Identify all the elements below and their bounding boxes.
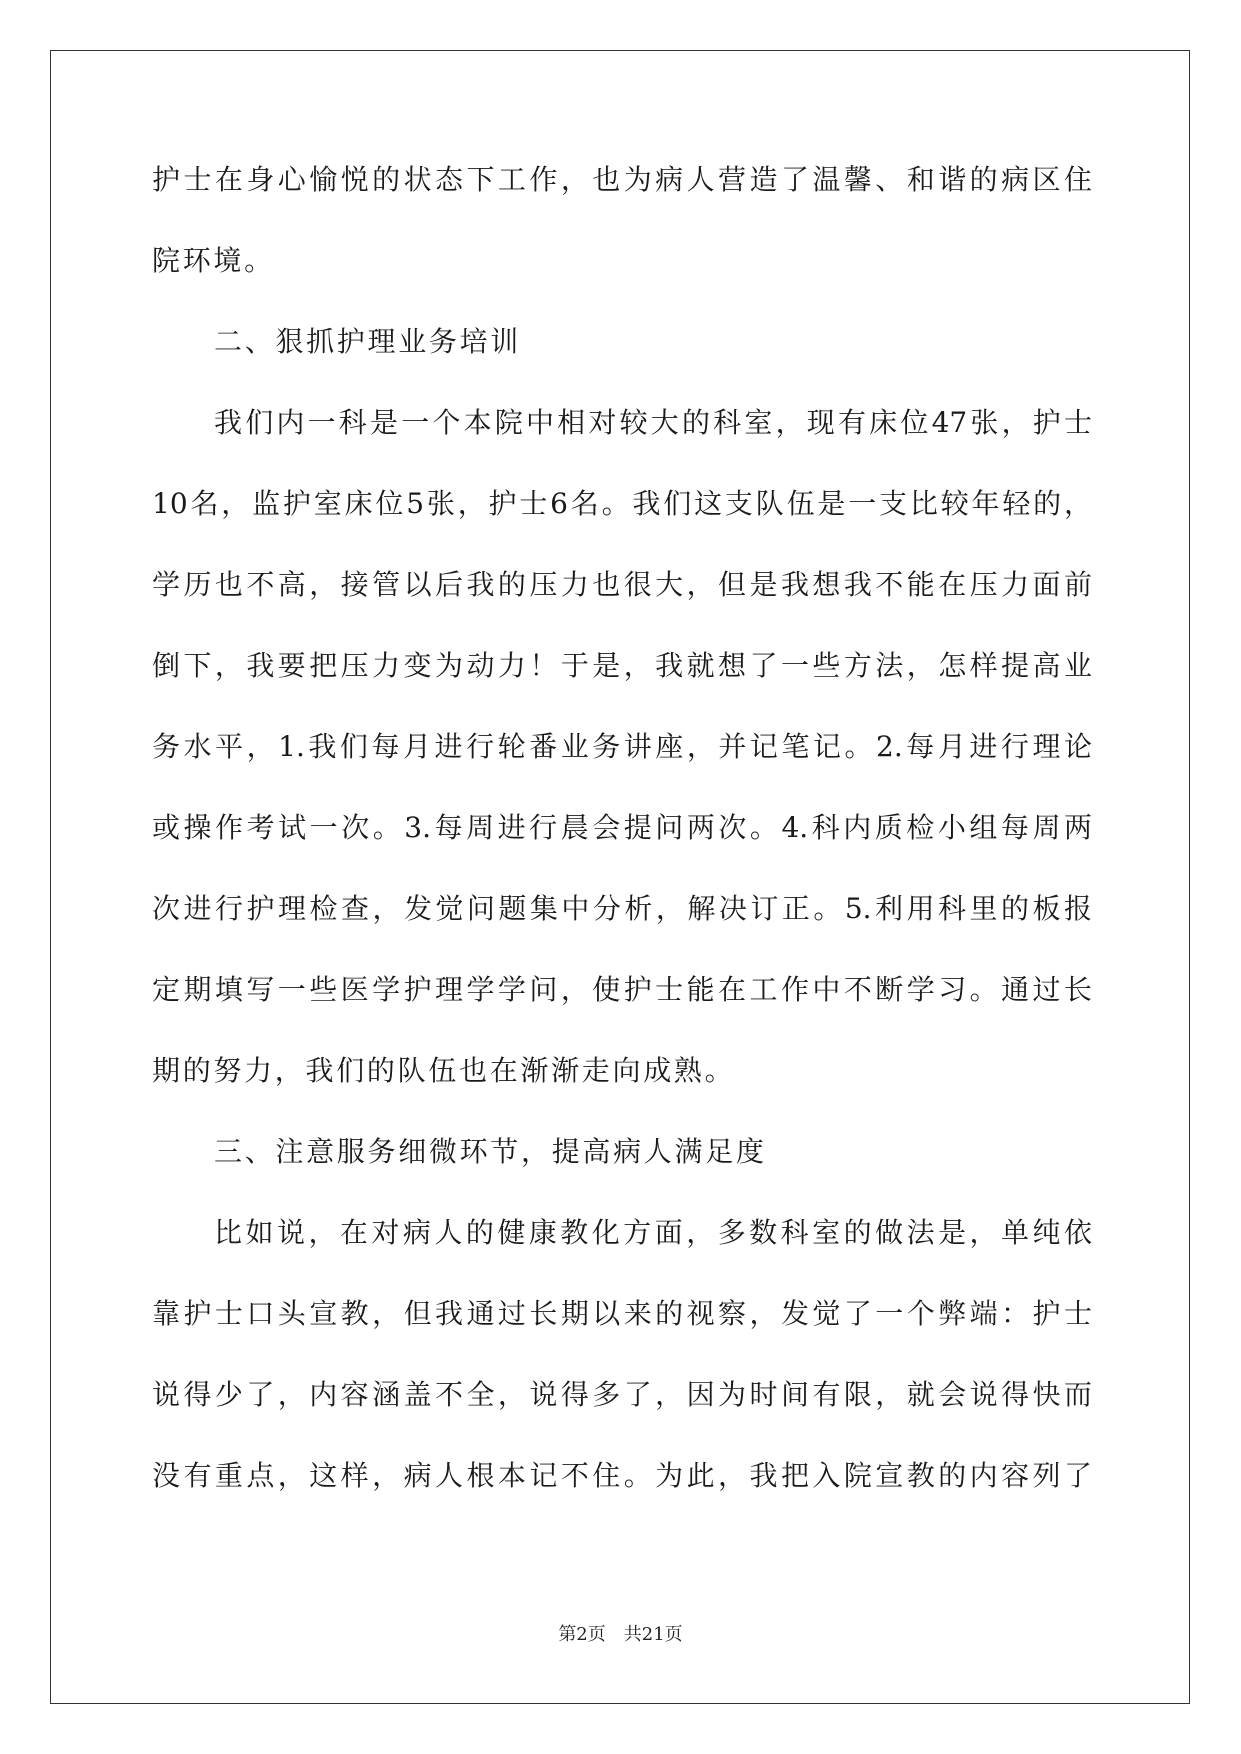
paragraph-line: 10名，监护室床位5张，护士6名。我们这支队伍是一支比较年轻的， [152,487,1092,520]
paragraph-line: 没有重点，这样，病人根本记不住。为此，我把入院宣教的内容列了 [152,1459,1092,1492]
document-body [152,160,1092,1537]
paragraph-line: 倒下，我要把压力变为动力！于是，我就想了一些方法，怎样提高业 [152,649,1092,682]
paragraph-line: 定期填写一些医学护理学学问，使护士能在工作中不断学习。通过长 [152,973,1092,1006]
paragraph-line: 说得少了，内容涵盖不全，说得多了，因为时间有限，就会说得快而 [152,1378,1092,1411]
paragraph-line: 院环境。 [152,244,275,277]
paragraph-line: 靠护士口头宣教，但我通过长期以来的视察，发觉了一个弊端：护士 [152,1297,1092,1330]
paragraph-line: 务水平，1.我们每月进行轮番业务讲座，并记笔记。2.每月进行理论 [152,730,1092,763]
paragraph-line: 次进行护理检查，发觉问题集中分析，解决订正。5.利用科里的板报 [152,892,1092,925]
section-heading: 三、注意服务细微环节，提高病人满足度 [214,1135,767,1168]
paragraph-line: 学历也不高，接管以后我的压力也很大，但是我想我不能在压力面前 [152,568,1092,601]
paragraph-line: 护士在身心愉悦的状态下工作，也为病人营造了温馨、和谐的病区住 [152,163,1092,196]
paragraph-line: 或操作考试一次。3.每周进行晨会提问两次。4.科内质检小组每周两 [152,811,1092,844]
paragraph-line: 比如说，在对病人的健康教化方面，多数科室的做法是，单纯依 [214,1216,1092,1249]
paragraph-line: 我们内一科是一个本院中相对较大的科室，现有床位47张，护士 [214,406,1092,439]
section-heading: 二、狠抓护理业务培训 [214,325,522,358]
page-number-footer: 第2页 共21页 [558,1624,683,1645]
paragraph-line: 期的努力，我们的队伍也在渐渐走向成熟。 [152,1054,736,1087]
